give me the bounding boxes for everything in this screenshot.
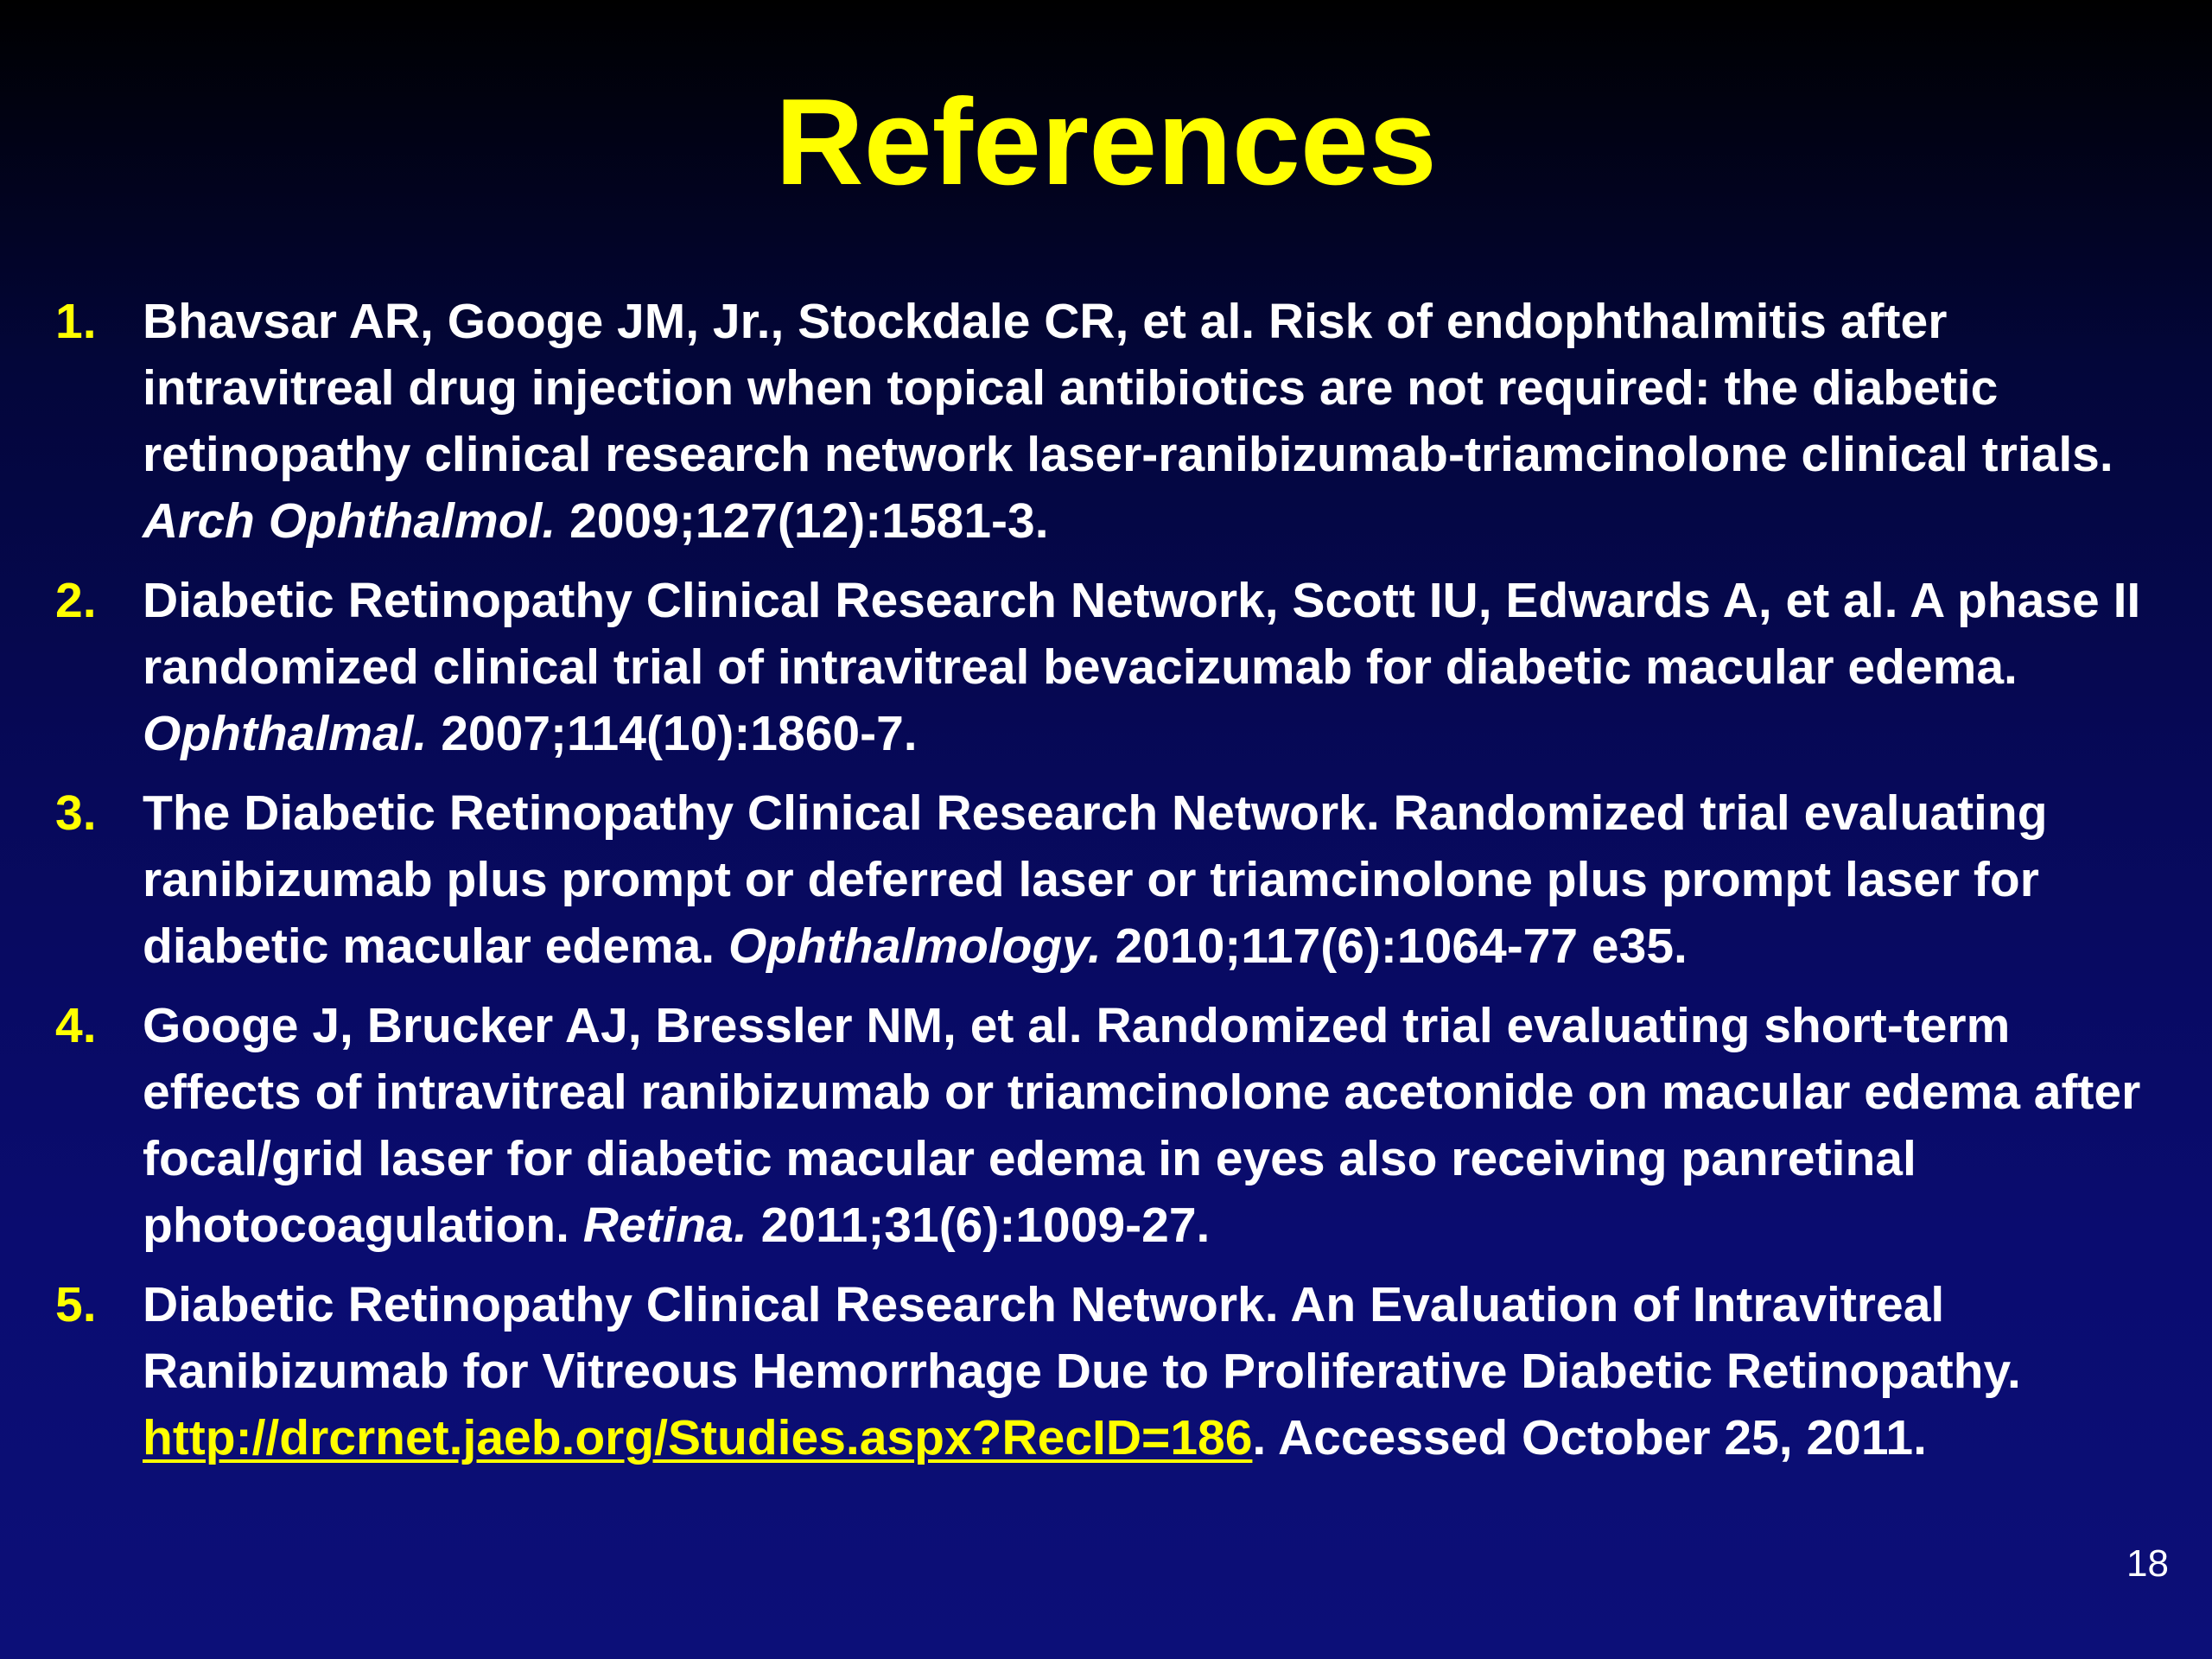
- reference-link[interactable]: http://drcrnet.jaeb.org/Studies.aspx?RecID=186: [143, 1410, 1253, 1465]
- reference-citation: 2009;127(12):1581-3.: [556, 493, 1049, 549]
- reference-citation: . Accessed October 25, 2011.: [1252, 1410, 1927, 1465]
- reference-citation: 2010;117(6):1064-77 e35.: [1101, 918, 1688, 974]
- journal-name: Ophthalmology.: [728, 918, 1102, 974]
- slide-title: References: [775, 73, 1437, 211]
- reference-citation: 2007;114(10):1860-7.: [427, 706, 918, 761]
- reference-item-1: [55, 289, 2164, 555]
- reference-text: Diabetic Retinopathy Clinical Research Network, Scott IU, Edwards A, et al. A phase II randomized clinical trial of intravitreal bevacizumab for diabetic macular edema.: [143, 573, 2141, 695]
- reference-text: Bhavsar AR, Googe JM, Jr., Stockdale CR, et al. Risk of endophthalmitis after intravitreal drug injection when topical antibiotics are not required: the diabetic retinopathy clinical research network laser-ranibizumab-triamcinolone clinical trials.: [143, 294, 2113, 482]
- page-number: 18: [2126, 1542, 2169, 1585]
- reference-text: The Diabetic Retinopathy Clinical Research Network. Randomized trial evaluating ranibizumab plus prompt or deferred laser or triamcinolone plus prompt laser for diabetic macular edema.: [143, 785, 2048, 974]
- reference-citation: 2011;31(6):1009-27.: [747, 1198, 1211, 1253]
- reference-text: Diabetic Retinopathy Clinical Research Network. An Evaluation of Intravitreal Ranibizumab for Vitreous Hemorrhage Due to Proliferative Diabetic Retinopathy.: [143, 1277, 2021, 1399]
- reference-text: Googe J, Brucker AJ, Bressler NM, et al. Randomized trial evaluating short-term effects of intravitreal ranibizumab or triamcinolone acetonide on macular edema after focal/grid laser for diabetic macular edema in eyes also receiving panretinal photocoagulation.: [143, 998, 2141, 1253]
- reference-item-2: [55, 568, 2164, 767]
- journal-name: Arch Ophthalmol.: [143, 493, 556, 549]
- reference-number: 3.: [55, 785, 97, 841]
- reference-number: 4.: [55, 998, 97, 1053]
- reference-number: 5.: [55, 1277, 97, 1332]
- reference-item-5: [55, 1272, 2164, 1471]
- reference-item-4: [55, 993, 2164, 1259]
- reference-list: [55, 289, 2164, 1484]
- journal-name: Retina.: [582, 1198, 747, 1253]
- reference-number: 1.: [55, 294, 97, 349]
- journal-name: Ophthalmal.: [143, 706, 428, 761]
- reference-number: 2.: [55, 573, 97, 628]
- reference-item-3: [55, 780, 2164, 980]
